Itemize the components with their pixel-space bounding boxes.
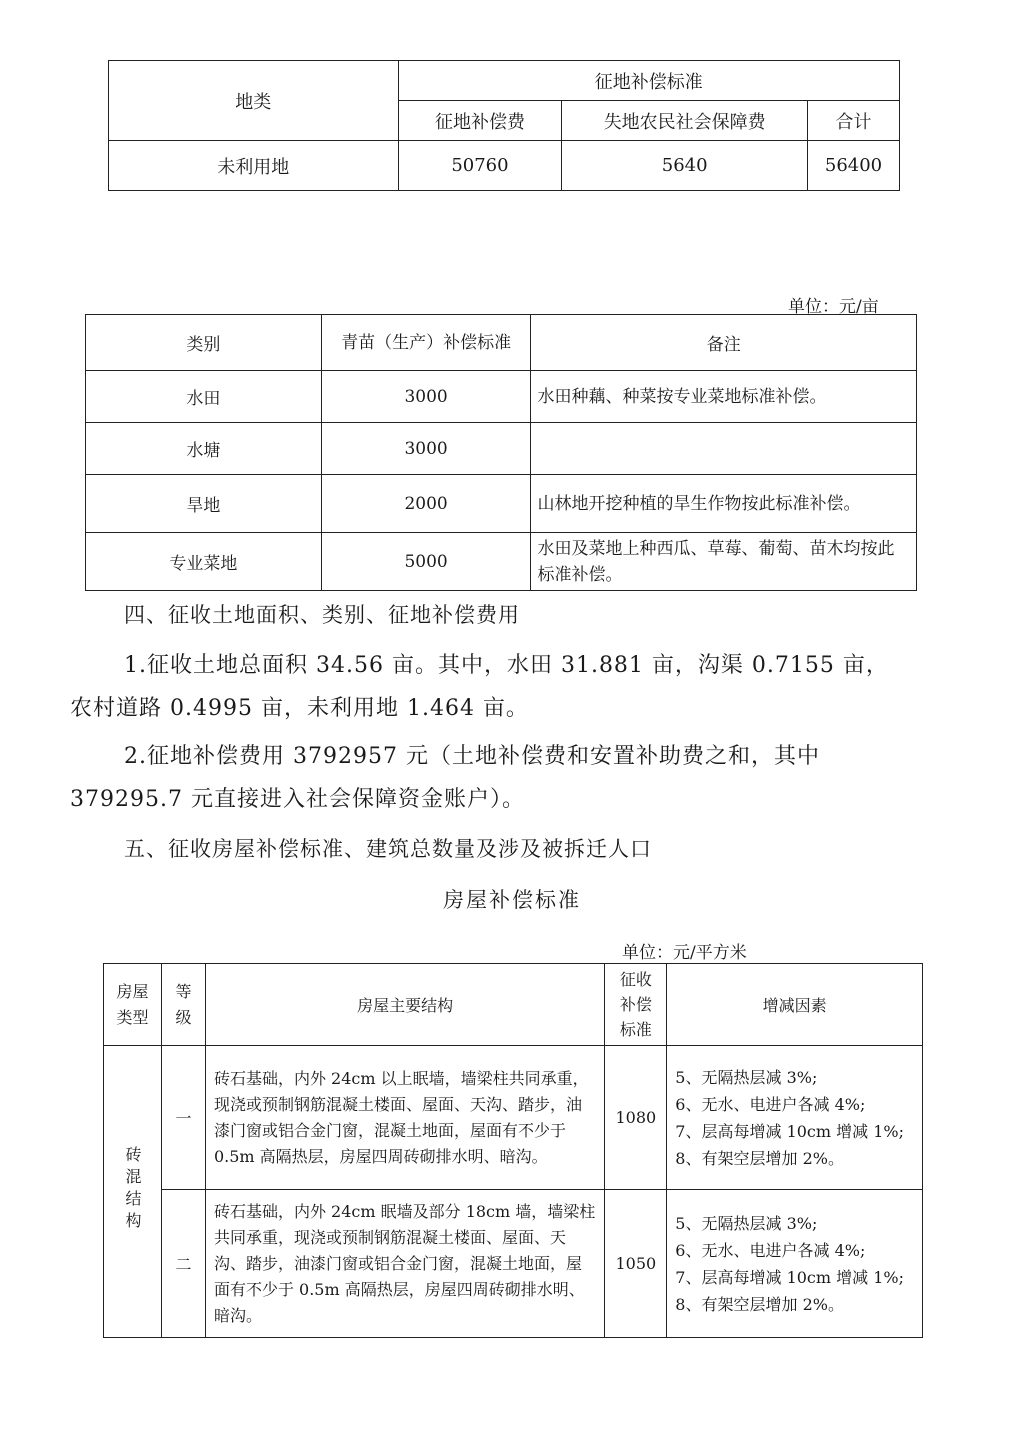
factor-item: 6、无水、电进户各减 4%;: [675, 1094, 866, 1114]
header-social-security-fee: 失地农民社会保障费: [562, 101, 808, 141]
factor-item: 6、无水、电进户各减 4%;: [675, 1240, 866, 1260]
crop-note: 水田及菜地上种西瓜、草莓、葡萄、苗木均按此标准补偿。: [531, 533, 917, 591]
crop-category: 水塘: [86, 423, 322, 475]
section5-heading: 五、征收房屋补偿标准、建筑总数量及涉及被拆迁人口: [124, 837, 652, 861]
house-compensation-table: [103, 963, 923, 1338]
crop-note: 水田种藕、种菜按专业菜地标准补偿。: [531, 371, 917, 423]
header-compensation-standard: 征地补偿标准: [398, 61, 899, 101]
structure-cell: 砖石基础，内外 24cm 以上眠墙，墙梁柱共同承重，现浇或预制钢筋混凝土楼面、屋面、天沟、踏步，油漆门窗或铝合金门窗，混凝土地面，屋面有不少于 0.5m 高隔热层，房屋四周砖砌排水明、暗沟。: [205, 1046, 604, 1190]
crop-note: [531, 423, 917, 475]
standard-cell: 1080: [605, 1046, 667, 1190]
section4-paragraph1-line2: 农村道路 0.4995 亩，未利用地 1.464 亩。: [70, 696, 529, 721]
crop-standard: 3000: [321, 423, 531, 475]
crop-standard: 2000: [321, 475, 531, 533]
crop-note: 山林地开挖种植的旱生作物按此标准补偿。: [531, 475, 917, 533]
factor-item: 8、有架空层增加 2%。: [675, 1294, 844, 1314]
crop-standard: 5000: [321, 533, 531, 591]
land-compensation-table: [108, 60, 900, 191]
cell-social-security-fee: 5640: [562, 141, 808, 191]
cell-land-type: 未利用地: [109, 141, 399, 191]
cell-compensation-fee: 50760: [398, 141, 562, 191]
factor-item: 5、无隔热层减 3%;: [675, 1213, 818, 1233]
house-unit-label: 单位：元/平方米: [622, 943, 747, 963]
structure-cell: 砖石基础，内外 24cm 眠墙及部分 18cm 墙，墙梁柱共同承重，现浇或预制钢筋混凝土楼面、屋面、天沟、踏步，油漆门窗或铝合金门窗，混凝土地面，屋面有不少于 0.5m 高隔热层，房屋四周砖砌排水明、暗沟。: [205, 1190, 604, 1338]
header-grade: 等级: [161, 964, 205, 1046]
standard-cell: 1050: [605, 1190, 667, 1338]
header-house-type: 房屋类型: [104, 964, 162, 1046]
section4-paragraph2-line1: 2.征地补偿费用 3792957 元（土地补偿费和安置补助费之和，其中: [124, 744, 820, 769]
header-category: 类别: [86, 315, 322, 371]
house-type-value: 砖混结构: [122, 1145, 142, 1234]
factor-item: 7、层高每增减 10cm 增减 1%;: [675, 1121, 905, 1141]
grade-cell: 二: [161, 1190, 205, 1338]
section4-paragraph2-line2: 379295.7 元直接进入社会保障资金账户）。: [70, 787, 525, 812]
header-adjustment-factors: 增减因素: [667, 964, 923, 1046]
header-compensation-standard: 征收补偿标准: [605, 964, 667, 1046]
cell-total: 56400: [808, 141, 900, 191]
factor-item: 8、有架空层增加 2%。: [675, 1148, 844, 1168]
section4-heading: 四、征收土地面积、类别、征地补偿费用: [124, 603, 520, 627]
header-total: 合计: [808, 101, 900, 141]
factor-item: 5、无隔热层减 3%;: [675, 1067, 818, 1087]
house-table-title: 房屋补偿标准: [443, 888, 581, 912]
crop-standard: 3000: [321, 371, 531, 423]
factor-item: 7、层高每增减 10cm 增减 1%;: [675, 1267, 905, 1287]
crop-category: 水田: [86, 371, 322, 423]
factors-cell: [667, 1190, 923, 1338]
crop-unit-label: 单位：元/亩: [788, 297, 879, 317]
crop-category: 旱地: [86, 475, 322, 533]
crop-category: 专业菜地: [86, 533, 322, 591]
header-compensation-fee: 征地补偿费: [398, 101, 562, 141]
header-land-type: 地类: [109, 61, 399, 141]
section4-paragraph1-line1: 1.征收土地总面积 34.56 亩。其中，水田 31.881 亩，沟渠 0.7155 亩，: [124, 653, 889, 678]
house-type-cell: [104, 1046, 162, 1338]
header-main-structure: 房屋主要结构: [205, 964, 604, 1046]
crop-compensation-table: [85, 314, 917, 591]
header-crop-standard: 青苗（生产）补偿标准: [321, 315, 531, 371]
header-note: 备注: [531, 315, 917, 371]
grade-cell: 一: [161, 1046, 205, 1190]
factors-cell: [667, 1046, 923, 1190]
